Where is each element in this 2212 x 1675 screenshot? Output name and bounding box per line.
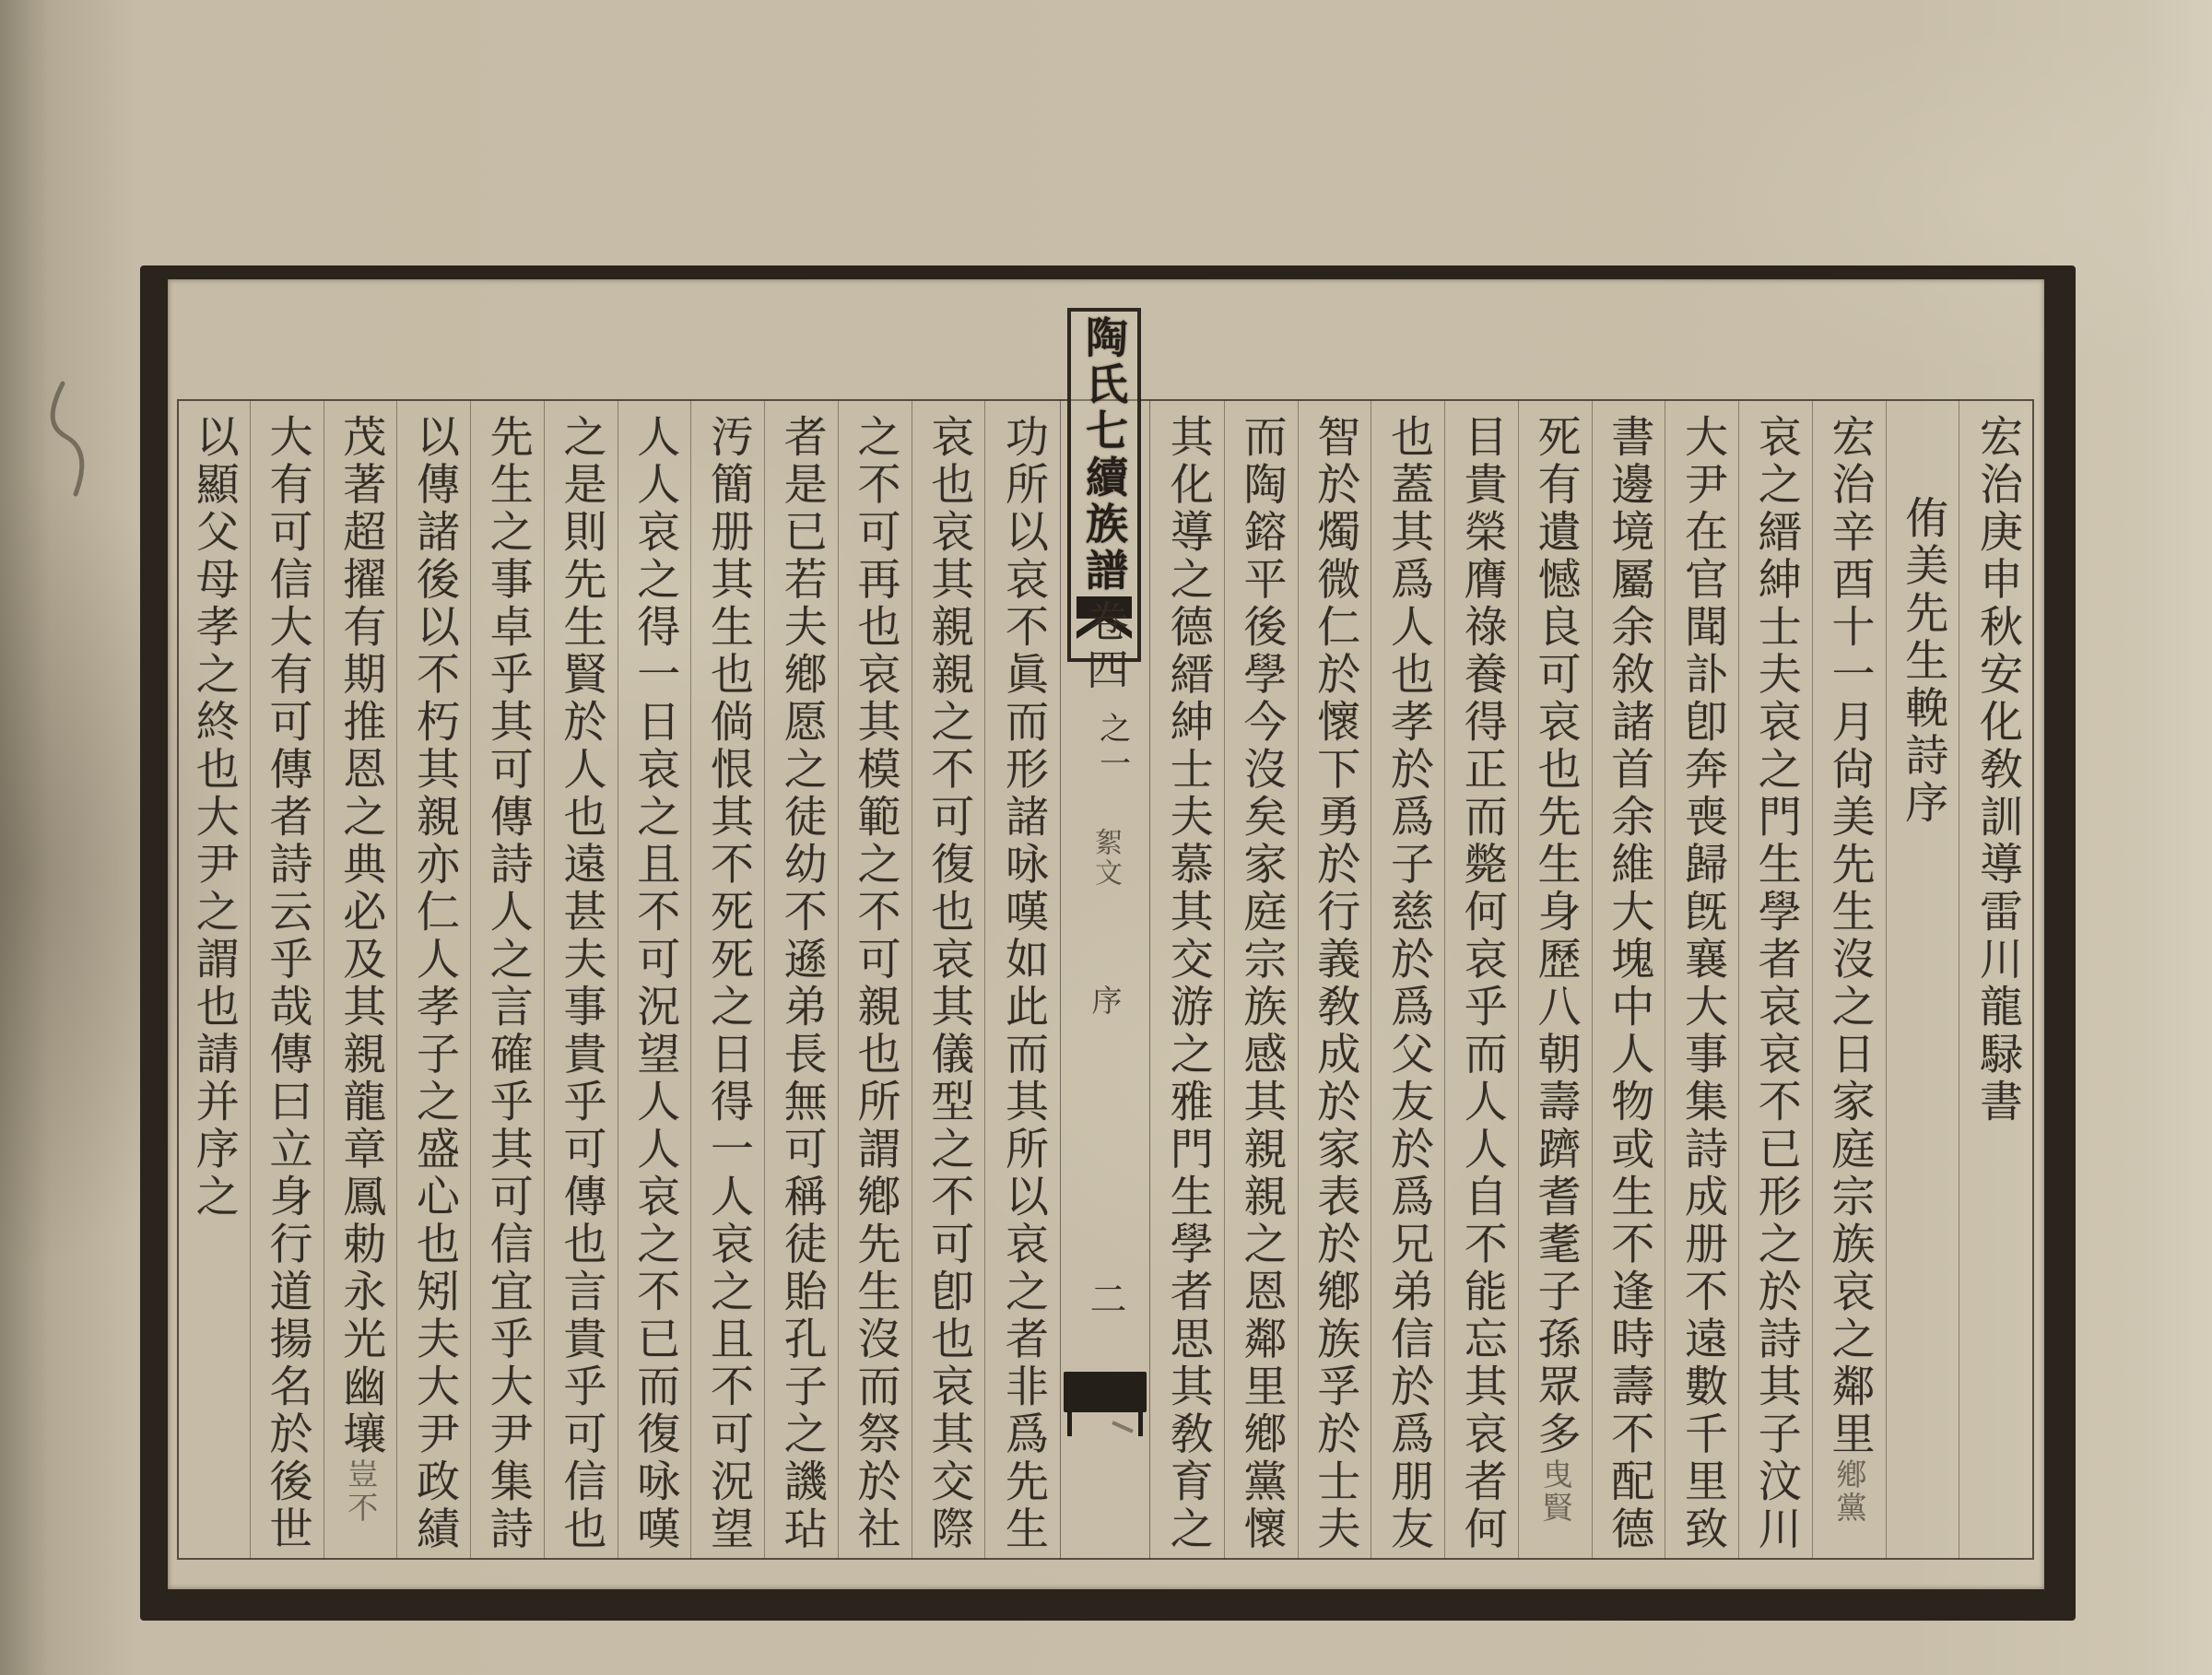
text-column <box>1445 399 1519 1560</box>
column-glyphs: 人人哀之得一日哀之且不可況望人人哀之不已而復咏嘆 <box>629 414 681 1553</box>
text-column <box>1519 399 1593 1560</box>
column-glyphs: 而陶鎔平後學今沒矣家庭宗族感其親親之恩鄰里鄕黨懷 <box>1236 414 1288 1553</box>
text-column <box>1813 399 1887 1560</box>
text-column <box>839 399 912 1560</box>
column-small-tail-glyphs: 豈不 <box>343 1458 380 1525</box>
column-glyphs: 大尹在官聞訃卽奔喪歸旣襄大事集詩成册不遠數千里致 <box>1677 414 1728 1553</box>
text-column <box>691 399 765 1560</box>
column-glyphs: 智於燭微仁於懷下勇於行義敎成於家表於鄕族孚於士夫 <box>1310 414 1361 1553</box>
text-column <box>985 399 1059 1560</box>
column-glyphs: 之不可再也哀其模範之不可親也所謂鄕先生沒而祭於社 <box>850 414 901 1553</box>
text-column <box>912 399 986 1560</box>
part-label: 之一 <box>1093 712 1131 782</box>
column-glyphs: 目貴榮膺祿養得正而斃何哀乎而人人自不能忘其哀者何 <box>1456 414 1508 1553</box>
column-glyphs: 宏治辛酉十一月尙美先生沒之日家庭宗族哀之鄰里 <box>1824 414 1876 1458</box>
column-glyphs: 書邊境屬余敘諸首余維大塊中人物或生不逢時壽不配德 <box>1604 414 1655 1553</box>
text-column <box>471 399 545 1560</box>
small-fold-mark <box>1112 1421 1134 1433</box>
text-column <box>397 399 471 1560</box>
column-glyphs: 其化導之德縉紳士夫慕其交游之雅門生學者思其敎育之 <box>1162 414 1214 1553</box>
right-half-page <box>1151 399 2033 1560</box>
text-column <box>1959 399 2033 1560</box>
text-column <box>1151 399 1225 1560</box>
column-glyphs: 死有遺憾良可哀也先生身歷八朝壽躋耆耄子孫眾多 <box>1530 414 1582 1458</box>
text-column <box>177 399 251 1560</box>
text-column <box>1299 399 1372 1560</box>
ink-smudge-mark <box>35 376 109 505</box>
column-glyphs: 茂著超擢有期推恩之典必及其親龍章鳳勅永光幽壤 <box>335 414 387 1458</box>
center-fold-column <box>1060 315 1150 1560</box>
section-label: 絮文 <box>1089 828 1122 889</box>
column-glyphs: 功所以哀不眞而形諸咏嘆如此而其所以哀之者非爲先生 <box>998 414 1049 1553</box>
column-glyphs: 以顯父母孝之終也大尹之謂也請并序之 <box>188 414 240 1221</box>
column-glyphs: 者是已若夫鄕愿之徒幼不遜弟長無可稱徒貽孔子之譏玷 <box>776 414 828 1553</box>
text-column <box>1739 399 1813 1560</box>
text-column <box>545 399 618 1560</box>
text-column <box>1225 399 1299 1560</box>
column-glyphs: 侑美先生輓詩序 <box>1898 495 1949 828</box>
column-glyphs: 汚簡册其生也倘恨其不死死之日得一人哀之且不可況望 <box>703 414 754 1553</box>
column-glyphs: 以傳諸後以不朽其親亦仁人孝子之盛心也矧夫大尹政績 <box>409 414 460 1553</box>
lower-fold-ornament <box>1064 1372 1147 1412</box>
column-glyphs: 宏治庚申秋安化敎訓導雷川龍騄書 <box>1972 414 2023 1126</box>
text-column <box>765 399 839 1560</box>
column-glyphs: 哀之縉紳士夫哀之門生學者哀哀不已形之於詩其子汶川 <box>1750 414 1802 1553</box>
column-glyphs: 也蓋其爲人也孝於爲子慈於爲父友於爲兄弟信於爲朋友 <box>1383 414 1434 1553</box>
text-column <box>251 399 324 1560</box>
column-glyphs: 先生之事卓乎其可傳詩人之言確乎其可信宜乎大尹集詩 <box>482 414 534 1553</box>
text-column <box>618 399 692 1560</box>
volume-label: 卷四 <box>1080 599 1130 695</box>
text-column <box>1371 399 1445 1560</box>
column-glyphs: 大有可信大有可傳者詩云乎哉傳曰立身行道揚名於後世 <box>262 414 313 1553</box>
column-glyphs: 哀也哀其親親之不可復也哀其儀型之不可卽也哀其交際 <box>924 414 975 1553</box>
text-column <box>1593 399 1666 1560</box>
preface-label: 序 <box>1087 985 1124 1015</box>
text-column <box>1665 399 1739 1560</box>
text-column <box>324 399 398 1560</box>
column-small-tail-glyphs: 曳賢 <box>1537 1458 1574 1525</box>
book-title: 陶氏七續族譜 <box>1079 315 1129 595</box>
left-half-page <box>178 399 1059 1560</box>
column-small-tail-glyphs: 鄕黨 <box>1831 1458 1868 1525</box>
page-number: 二 <box>1084 1280 1126 1316</box>
text-column <box>1887 399 1960 1560</box>
column-glyphs: 之是則先生賢於人也遠甚夫事貴乎可傳也言貴乎可信也 <box>556 414 607 1553</box>
